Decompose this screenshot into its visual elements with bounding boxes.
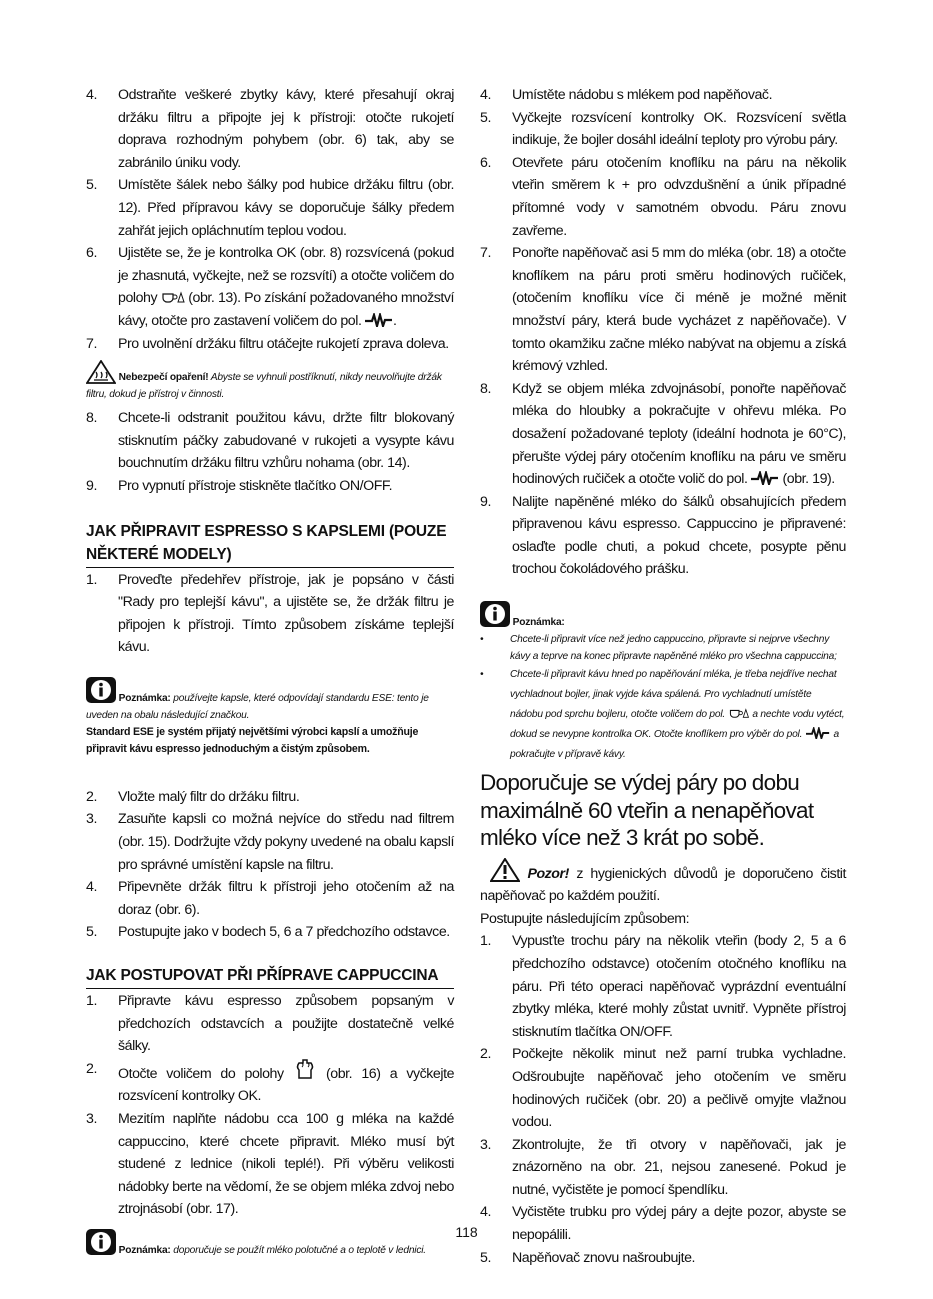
list-capsule-steps	[86, 569, 454, 659]
item-text: Vložte malý filtr do držáku filtru.	[118, 788, 300, 805]
note-bullet	[480, 631, 846, 665]
list-item	[86, 876, 454, 921]
note-text: používejte kapsle, které odpovídají standardu ESE: tento je uveden na obalu následující značkou.	[86, 692, 429, 721]
list-frothing-steps	[480, 84, 846, 581]
item-number: 5.	[480, 1249, 491, 1266]
left-column	[86, 84, 454, 1259]
item-text-part: .	[392, 312, 397, 329]
ese-standard-note: Standard ESE je systém přijatý největšími výrobci kapslí a umožňuje připravit kávu espresso jednoduchým a čistým způsobem.	[86, 725, 419, 755]
note-header	[480, 601, 846, 631]
note-label: Poznámka:	[118, 1244, 171, 1256]
list-item	[86, 786, 454, 809]
list-item	[86, 921, 454, 944]
warning-icon	[490, 858, 520, 882]
item-text-part: Otočte voličem do polohy	[118, 1065, 284, 1082]
item-text: Odstraňte veškeré zbytky kávy, které přesahují okraj držáku filtru a připojte jej k přístroji: otočte rukojetí doprava rozhodným pohybem (obr. 6) tak, aby se zabránilo úniku vody.	[118, 87, 454, 171]
item-number: 3.	[86, 1111, 97, 1127]
item-text: Postupujte jako v bodech 5, 6 a 7 předchozího odstavce.	[118, 924, 450, 941]
item-text: Pro uvolnění držáku filtru otáčejte rukojetí zprava doleva.	[118, 335, 449, 352]
list-item	[480, 1043, 846, 1133]
item-text: Počkejte několik minut než parní trubka vychladne. Odšroubujte napěňovač jeho otočením ve směru hodinových ručiček (obr. 20) a pečlivě omyjte vlažnou vodou.	[512, 1046, 846, 1131]
danger-label: Nebezpečí opaření!	[118, 372, 209, 384]
item-text: Proveďte předehřev přístroje, jak je popsáno v části "Rady pro teplejší kávu", a ujistěte se, že držák filtru je připojen k přístroji. Tímto způsobem získáme teplejší kávu.	[118, 571, 454, 656]
item-number: 5.	[86, 924, 97, 941]
bullet-dot: •	[480, 634, 484, 646]
bullet-dot: •	[480, 669, 484, 681]
warning-label: Pozor!	[527, 865, 569, 882]
capsule-note	[86, 677, 454, 724]
list-item	[86, 242, 454, 332]
item-number: 1.	[480, 933, 491, 950]
item-text: Mezitím naplňte nádobu cca 100 g mléka na každé cappuccino, které chcete připravit. Mléko musí být studené z lednice (nikoli teplé!). Při výběru velikosti nádobky berte na vědomí, že se objem mléka zdvoj nebo ztrojnásobí (obr. 17).	[118, 1111, 454, 1218]
list-cleaning-steps	[480, 930, 846, 1269]
list-item	[480, 378, 846, 491]
steam-position-icon	[365, 313, 393, 327]
list-item	[480, 107, 846, 152]
info-icon	[480, 601, 510, 627]
list-capsule-steps-2	[86, 786, 454, 944]
bullet-text-part: Chcete-li připravit kávu hned po napěňování mléka, je třeba nejdříve nechat vychladnout bojler, jinak vyjde káva spálená. Pro vychladnutí umístěte nádobu pod sprchu bojleru, otočte voličem do pol.	[510, 669, 837, 721]
item-number: 9.	[86, 477, 97, 494]
danger-text: Abyste se vyhnuli postříknutí, nikdy neuvolňujte držák filtru, dokud je přístroj v činnosti.	[86, 372, 442, 401]
item-text	[512, 378, 846, 491]
cappuccino-note	[480, 601, 846, 765]
hot-surface-warning-icon	[86, 360, 116, 384]
note-label: Poznámka:	[512, 617, 565, 629]
steam-dial-icon	[293, 1058, 317, 1080]
list-item	[86, 333, 454, 356]
list-item	[86, 808, 454, 876]
item-number: 1.	[86, 571, 97, 588]
item-number: 3.	[86, 811, 97, 828]
list-item	[480, 242, 846, 378]
hygiene-warning	[480, 858, 846, 908]
item-text: Napěňovač znovu našroubujte.	[512, 1249, 696, 1266]
steam-limit-warning: Doporučuje se výdej páry po dobu maximálně 60 vteřin a nenapěňovat mléko více než 3 krát po sobě.	[480, 770, 814, 851]
list-item	[86, 407, 454, 475]
item-number: 3.	[480, 1136, 491, 1153]
list-item	[480, 1134, 846, 1202]
item-text: Vyčistěte trubku pro výdej páry a dejte pozor, abyste se nepopálili.	[512, 1204, 846, 1244]
procedure-intro: Postupujte následujícím způsobem:	[480, 910, 690, 927]
danger-note	[86, 360, 454, 403]
steam-position-icon	[751, 471, 779, 485]
item-number: 2.	[86, 788, 97, 805]
item-text: Umístěte šálek nebo šálky pod hubice držáku filtru (obr. 12). Před přípravou kávy se doporučuje šálky předem zahřát jejich opláchnutím teplou vodou.	[118, 177, 454, 239]
bullet-text: Chcete-li připravit více než jedno cappuccino, připravte si nejprve všechny kávy a teprve na konec připravte napěněné mléko pro všechna cappuccina;	[510, 634, 837, 663]
list-item	[86, 569, 454, 659]
list-item	[86, 475, 454, 498]
bullet-text-part: a pokračujte v přípravě kávy.	[510, 729, 839, 761]
item-number: 1.	[86, 993, 97, 1010]
item-text	[118, 242, 454, 332]
item-text	[118, 1058, 454, 1108]
item-text: Umístěte nádobu s mlékem pod napěňovač.	[512, 87, 773, 103]
item-text-part: Ujistěte se, že je kontrolka OK (obr. 8) rozsvícená (pokud je zhasnutá, vyčkejte, než se rozsvítí) a otočte voličem do polohy	[118, 245, 454, 307]
item-text: Chcete-li odstranit použitou kávu, držte filtr blokovaný stisknutím páčky zabudované v rukojeti a vysypte kávu bouchnutím držáku filtru vzhůru nohama (obr. 14).	[118, 410, 454, 472]
coffee-cup-icon	[728, 707, 750, 719]
item-number: 2.	[480, 1046, 491, 1063]
item-number: 4.	[480, 1204, 491, 1221]
item-text: Otevřete páru otočením knoflíku na páru na několik vteřin směrem k + pro odvzdušnění a únik případné přítomné vody v samotném obvodu. Páru znovu zavřeme.	[512, 154, 846, 239]
list-item	[86, 1108, 454, 1221]
item-number: 9.	[480, 493, 491, 510]
note-bullet	[480, 665, 846, 765]
item-text: Nalijte napěněné mléko do šálků obsahujících předem připravenou kávu espresso. Cappuccino je připravené: oslaďte podle chuti, a pokud chcete, posypte pěnu trochou čokoládového prášku.	[512, 493, 846, 578]
item-text: Připravte kávu espresso způsobem popsaným v předchozích odstavcích a použijte dostatečně velké šálky.	[118, 993, 454, 1055]
item-text-part: (obr. 13). Po získání požadovaného množství kávy, otočte pro zastavení voličem do pol.	[118, 290, 454, 329]
item-number: 6.	[480, 154, 491, 171]
list-espresso-steps-2	[86, 407, 454, 497]
list-item	[86, 174, 454, 242]
right-column	[480, 84, 846, 1269]
bullet-text	[510, 665, 846, 765]
list-item	[86, 84, 454, 174]
coffee-cup-icon	[161, 290, 185, 304]
list-item	[480, 84, 846, 107]
item-text: Vyčkejte rozsvícení kontrolky OK. Rozsvícení světla indikuje, že bojler dosáhl ideální teploty pro výrobu páry.	[512, 109, 846, 149]
list-cappuccino-steps	[86, 990, 454, 1221]
page-number: 118	[455, 1224, 478, 1240]
steam-position-icon	[805, 727, 831, 739]
item-number: 6.	[86, 245, 97, 262]
info-icon	[86, 677, 116, 703]
list-espresso-steps	[86, 84, 454, 355]
item-text-part: (obr. 19).	[782, 471, 835, 488]
note-text: doporučuje se použít mléko polotučné a o teplotě v lednici.	[173, 1244, 426, 1256]
item-number: 8.	[480, 380, 491, 397]
item-number: 7.	[480, 245, 491, 262]
item-text: Ponořte napěňovač asi 5 mm do mléka (obr. 18) a otočte knoflíkem na páru proti směru hodinových ručiček, (otočením knoflíku více či méně je možné měnit množství páry, která bude vycházet z napěňovače). V tomto okamžiku začne mléko nabývat na objemu a získá krémový vzhled.	[512, 245, 846, 375]
item-text: Zasuňte kapsli co možná nejvíce do středu nad filtrem (obr. 15). Dodržujte vždy pokyny uvedené na obalu kapslí pro správné umístění kapsle na filtru.	[118, 811, 455, 873]
note-label: Poznámka:	[118, 692, 171, 704]
item-number: 4.	[86, 87, 97, 103]
item-number: 5.	[480, 109, 491, 126]
list-item	[480, 1247, 846, 1270]
list-item	[86, 990, 454, 1058]
section-heading-cappuccino: JAK POSTUPOVAT PŘI PŘÍPRAVE CAPPUCCINA	[86, 964, 454, 989]
list-item	[480, 930, 846, 1043]
item-number: 2.	[86, 1060, 97, 1077]
item-number: 5.	[86, 177, 97, 194]
section-heading-capsules: JAK PŘIPRAVIT ESPRESSO S KAPSLEMI (POUZE NĚKTERÉ MODELY)	[86, 520, 454, 568]
bullet-text-part: a nechte vodu vytéct, dokud se nevypne kontrolka OK. Otočte knoflíkem pro výběr do pol.	[510, 709, 845, 741]
item-text-part: Když se objem mléka zdvojnásobí, ponořte napěňovač mléka do hloubky a pokračujte v ohřevu mléka. Po dosažení požadované teploty (ideální hodnota je 60°C), přerušte výdej páry otočením knoflíku na páru ve směru hodinových ručiček a otočte volič do pol.	[512, 380, 846, 488]
item-number: 8.	[86, 410, 97, 427]
item-text-part: (obr. 16) a vyčkejte rozsvícení kontrolky OK.	[118, 1065, 455, 1105]
list-item	[86, 1058, 454, 1108]
item-text: Zkontrolujte, že tři otvory v napěňovači, jak je znázorněno na obr. 21, nejsou zanesené. Pokud je nutné, vyčistěte je pomocí špendlíku.	[512, 1136, 846, 1198]
item-number: 7.	[86, 335, 97, 352]
item-number: 4.	[86, 879, 97, 896]
list-item	[480, 491, 846, 581]
item-text: Připevněte držák filtru k přístroji jeho otočením až na doraz (obr. 6).	[118, 879, 454, 918]
item-text: Vypusťte trochu páry na několik vteřin (body 2, 5 a 6 předchozího odstavce) otočením otočného knoflíku na páru. Při této operaci napěňovač vyprázdní eventuální zbytky mléka, které mohly zůstat uvnitř. Vypněte přístroj stisknutím tlačítka ON/OFF.	[512, 933, 846, 1040]
list-item	[480, 152, 846, 242]
warning-text: z hygienických důvodů je doporučeno čistit napěňovač po každém použití.	[480, 865, 846, 905]
item-number: 4.	[480, 87, 491, 103]
item-text: Pro vypnutí přístroje stiskněte tlačítko ON/OFF.	[118, 477, 393, 494]
